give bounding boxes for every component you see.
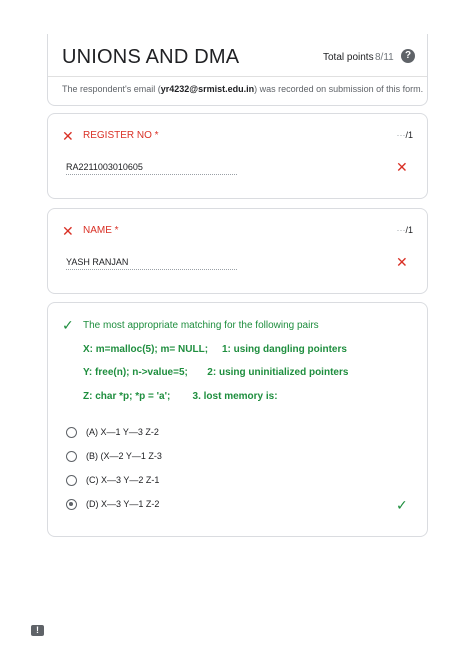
question-title: The most appropriate matching for the following pairs (83, 320, 319, 331)
check-icon: ✓ (396, 497, 408, 513)
x-icon: ✕ (396, 254, 408, 270)
radio-button[interactable] (66, 475, 77, 486)
matching-line-x: X: m=malloc(5); m= NULL; 1: using dangling pointers (83, 344, 347, 355)
form-header-card (47, 34, 428, 106)
question-points: ···/1 (396, 130, 413, 140)
question-card-matching (47, 302, 428, 537)
answer-text: RA2211003010605 (66, 162, 143, 172)
radio-button-selected[interactable] (66, 499, 77, 510)
radio-button[interactable] (66, 427, 77, 438)
total-points-label: Total points (323, 52, 374, 63)
question-points: ···/1 (396, 225, 413, 235)
form-title: UNIONS AND DMA (62, 46, 240, 68)
matching-line-z: Z: char *p; *p = 'a'; 3. lost memory is: (83, 391, 278, 402)
x-icon: ✕ (62, 128, 74, 144)
matching-line-y: Y: free(n); n->value=5; 2: using uninitialized pointers (83, 367, 349, 378)
answer-underline (66, 269, 237, 270)
option-label: (D) X—3 Y—1 Z-2 (86, 499, 160, 509)
question-card-name (47, 208, 428, 294)
header-divider (48, 76, 427, 77)
option-label: (B) (X—2 Y—1 Z-3 (86, 451, 162, 461)
question-title: NAME * (83, 225, 119, 236)
report-problem-icon[interactable]: ! (31, 625, 44, 636)
x-icon: ✕ (62, 223, 74, 239)
option-label: (A) X—1 Y—3 Z-2 (86, 427, 159, 437)
question-title: REGISTER NO * (83, 130, 159, 141)
email-notice: The respondent's email (yr4232@srmist.edu.in) was recorded on submission of this form. (62, 84, 424, 94)
option-label: (C) X—3 Y—2 Z-1 (86, 475, 160, 485)
x-icon: ✕ (396, 159, 408, 175)
radio-button[interactable] (66, 451, 77, 462)
answer-underline (66, 174, 237, 175)
question-card-register-no (47, 113, 428, 199)
check-icon: ✓ (62, 317, 74, 333)
total-points-value: 8/11 (375, 52, 394, 63)
help-circle-icon[interactable]: ? (401, 49, 415, 63)
answer-text: YASH RANJAN (66, 257, 129, 267)
respondent-email: yr4232@srmist.edu.in (160, 84, 255, 94)
